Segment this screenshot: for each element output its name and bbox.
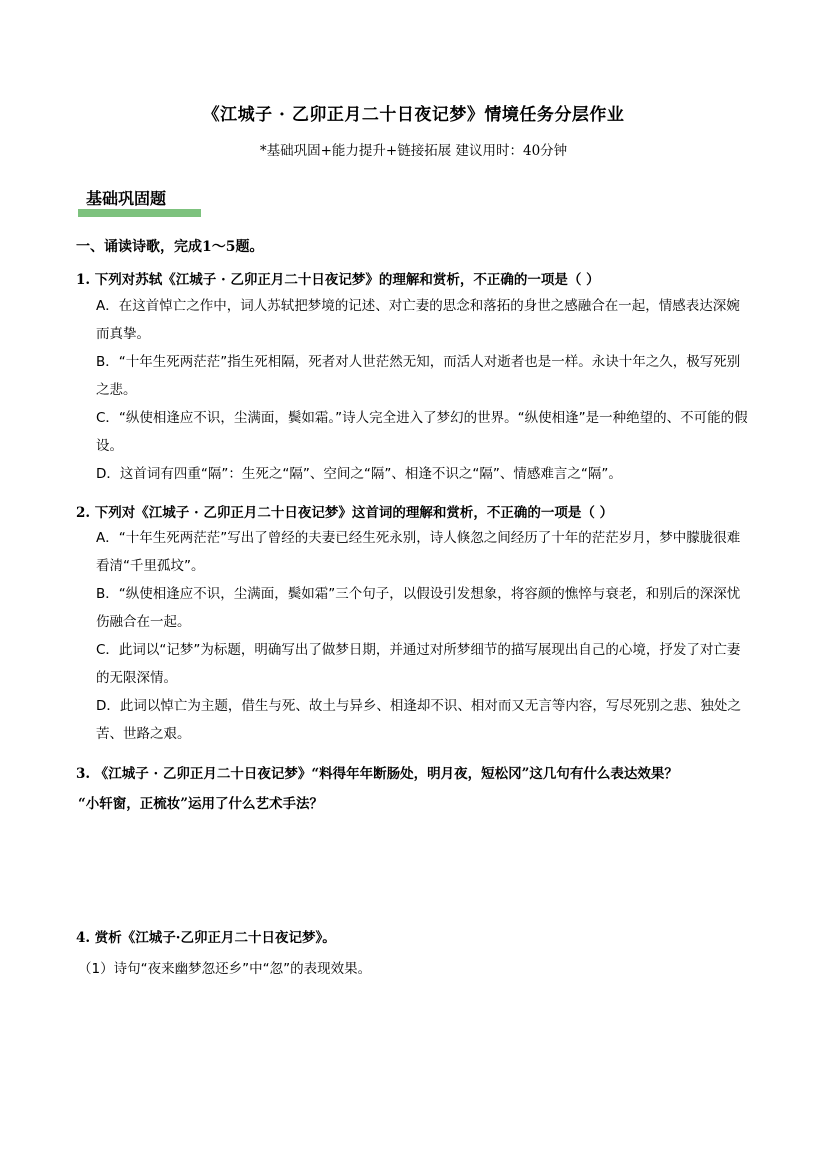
- question-4-stem: 4. 赏析《江城子·乙卯正月二十日夜记梦》。: [76, 930, 336, 946]
- section-underline: [78, 209, 201, 217]
- question-1-option-a: A．在这首悼亡之作中，词人苏轼把梦境的记述、对亡妻的思念和落拓的身世之感融合在一起，情感表达深婉而真挚。: [96, 298, 740, 342]
- section-label: 基础巩固题: [86, 189, 167, 208]
- question-1-option-d: D．这首词有四重“隔”：生死之“隔”、空间之“隔”、相逢不识之“隔”、情感难言之“隔”。: [96, 466, 622, 482]
- question-2-option-b: B．“纵使相逢应不识，尘满面，鬓如霜”三个句子，以假设引发想象，将容颜的憔悴与衰老，和别后的深深忧伤融合在一起。: [96, 586, 741, 630]
- question-2-stem: 2. 下列对《江城子 · 乙卯正月二十日夜记梦》这首词的理解和赏析，不正确的一项是（ ）: [76, 505, 614, 521]
- page-title: 《江城子 · 乙卯正月二十日夜记梦》情境任务分层作业: [202, 105, 625, 125]
- question-2-option-a: A．“十年生死两茫茫”写出了曾经的夫妻已经生死永别，诗人倏忽之间经历了十年的茫茫岁月，梦中朦胧很难看清“千里孤坟”。: [96, 530, 741, 574]
- question-2-option-d: D．此词以悼亡为主题，借生与死、故土与异乡、相逢却不识、相对而又无言等内容，写尽死别之悲、独处之苦、世路之艰。: [96, 698, 741, 742]
- page-subtitle: *基础巩固+能力提升+链接拓展 建议用时：40分钟: [259, 143, 568, 159]
- group-heading: 一、诵读诗歌，完成1～5题。: [76, 239, 264, 255]
- question-1-option-c: C．“纵使相逢应不识，尘满面，鬓如霜。”诗人完全进入了梦幻的世界。“纵使相逢”是一种绝望的、不可能的假设。: [96, 410, 748, 454]
- question-4-sub-1: （1）诗句“夜来幽梦忽还乡”中“忽”的表现效果。: [78, 961, 372, 977]
- question-3-stem: 3. 《江城子 · 乙卯正月二十日夜记梦》“料得年年断肠处，明月夜，短松冈”这几句有什么表达效果？: [76, 766, 678, 782]
- question-1-stem: 1. 下列对苏轼《江城子 · 乙卯正月二十日夜记梦》的理解和赏析，不正确的一项是（ ）: [76, 272, 600, 288]
- question-2-option-c: C．此词以“记梦”为标题，明确写出了做梦日期，并通过对所梦细节的描写展现出自己的心境，抒发了对亡妻的无限深情。: [96, 642, 741, 686]
- question-1-option-b: B．“十年生死两茫茫”指生死相隔，死者对人世茫然无知，而活人对逝者也是一样。永诀十年之久，极写死别之悲。: [96, 354, 741, 398]
- question-3-stem-continued: “小轩窗，正梳妆”运用了什么艺术手法？: [78, 796, 324, 812]
